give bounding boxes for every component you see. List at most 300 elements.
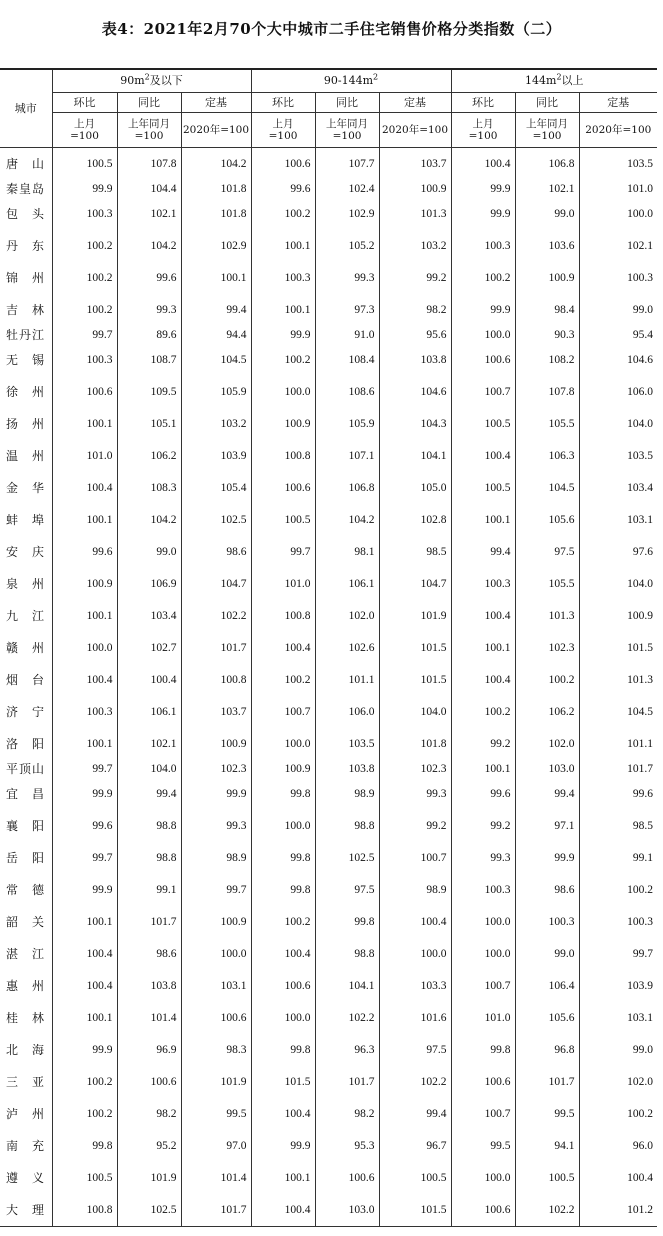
index-value: 100.7 xyxy=(451,970,515,1002)
group-superscript: 2 xyxy=(373,72,379,82)
price-index-table xyxy=(0,68,657,1227)
index-value: 105.1 xyxy=(117,408,181,440)
index-value: 100.6 xyxy=(251,148,315,181)
index-value: 104.1 xyxy=(379,440,451,472)
base-period-top: 2020年=100 xyxy=(585,124,652,136)
index-value: 104.2 xyxy=(117,230,181,262)
sub-column-header: 同比 xyxy=(515,93,579,113)
index-value: 100.2 xyxy=(627,1108,654,1120)
index-value: 104.0 xyxy=(627,418,654,430)
index-value: 99.5 xyxy=(181,1098,251,1130)
index-value: 94.1 xyxy=(515,1130,579,1162)
index-value: 103.2 xyxy=(379,230,451,262)
index-value: 99.9 xyxy=(251,1130,315,1162)
index-value: 99.9 xyxy=(451,180,515,198)
index-value: 100.1 xyxy=(251,1162,315,1194)
table-row xyxy=(0,198,657,230)
index-value: 101.5 xyxy=(379,1194,451,1227)
table-row xyxy=(0,230,657,262)
index-value: 104.5 xyxy=(627,706,654,718)
base-period-top: 上年同月 xyxy=(526,118,569,130)
index-value: 104.1 xyxy=(315,970,379,1002)
index-value: 100.3 xyxy=(52,198,117,230)
index-value: 101.3 xyxy=(379,198,451,230)
sub-column-header: 环比 xyxy=(52,93,117,113)
index-value: 102.1 xyxy=(117,728,181,760)
index-value: 108.7 xyxy=(117,344,181,376)
index-value: 100.0 xyxy=(251,810,315,842)
index-value: 99.0 xyxy=(515,198,579,230)
index-value: 99.9 xyxy=(52,778,117,810)
index-value: 99.3 xyxy=(315,262,379,294)
city-name: 金 华 xyxy=(0,472,52,504)
index-value: 103.9 xyxy=(627,980,654,992)
index-value: 99.2 xyxy=(451,728,515,760)
index-value: 100.2 xyxy=(52,230,117,262)
index-value: 101.7 xyxy=(315,1066,379,1098)
index-value: 100.4 xyxy=(52,938,117,970)
index-value: 106.0 xyxy=(627,386,654,398)
index-value: 98.8 xyxy=(117,842,181,874)
index-value: 101.7 xyxy=(515,1066,579,1098)
index-value: 102.0 xyxy=(627,1076,654,1088)
base-period-bottom: =100 xyxy=(134,130,164,142)
table-row xyxy=(0,696,657,728)
city-name: 北 海 xyxy=(0,1034,52,1066)
index-value: 100.3 xyxy=(627,272,654,284)
index-value: 100.6 xyxy=(181,1002,251,1034)
index-value: 104.0 xyxy=(627,578,654,590)
index-value: 99.9 xyxy=(181,778,251,810)
index-value: 100.2 xyxy=(251,344,315,376)
index-value: 105.4 xyxy=(181,472,251,504)
index-value: 104.5 xyxy=(515,472,579,504)
index-value: 100.5 xyxy=(52,148,117,181)
city-name: 常 德 xyxy=(0,874,52,906)
index-value: 103.1 xyxy=(627,1012,654,1024)
index-value: 99.8 xyxy=(52,1130,117,1162)
index-value: 101.5 xyxy=(627,642,654,654)
index-value: 100.3 xyxy=(52,696,117,728)
index-value: 103.0 xyxy=(515,760,579,778)
index-value: 101.4 xyxy=(181,1162,251,1194)
index-value: 104.7 xyxy=(379,568,451,600)
index-value: 102.5 xyxy=(181,504,251,536)
city-name: 丹 东 xyxy=(0,230,52,262)
index-value: 100.1 xyxy=(451,632,515,664)
index-value: 100.3 xyxy=(451,874,515,906)
index-value: 100.1 xyxy=(451,760,515,778)
index-value: 100.7 xyxy=(451,376,515,408)
index-value: 103.7 xyxy=(181,696,251,728)
table-row xyxy=(0,326,657,344)
index-value: 99.6 xyxy=(251,180,315,198)
index-value: 102.9 xyxy=(181,230,251,262)
index-value: 101.0 xyxy=(251,568,315,600)
index-value: 103.6 xyxy=(515,230,579,262)
base-period-header xyxy=(117,113,181,148)
city-name: 秦皇岛 xyxy=(0,180,52,198)
index-value: 100.8 xyxy=(251,440,315,472)
index-value: 102.8 xyxy=(379,504,451,536)
index-value: 99.9 xyxy=(451,294,515,326)
index-value: 97.1 xyxy=(515,810,579,842)
city-name: 桂 林 xyxy=(0,1002,52,1034)
index-value: 96.8 xyxy=(515,1034,579,1066)
index-value: 105.9 xyxy=(315,408,379,440)
index-value: 99.1 xyxy=(117,874,181,906)
index-value: 102.3 xyxy=(515,632,579,664)
index-value: 103.4 xyxy=(627,482,654,494)
index-value: 101.3 xyxy=(627,674,654,686)
index-value: 103.8 xyxy=(117,970,181,1002)
index-value: 104.6 xyxy=(379,376,451,408)
index-value: 100.9 xyxy=(181,728,251,760)
group-suffix: 及以下 xyxy=(149,74,183,87)
index-value: 98.8 xyxy=(117,810,181,842)
index-value: 100.2 xyxy=(251,906,315,938)
index-value: 100.2 xyxy=(515,664,579,696)
index-value: 95.6 xyxy=(379,326,451,344)
group-header xyxy=(451,69,657,93)
index-value: 100.0 xyxy=(251,376,315,408)
index-value: 99.3 xyxy=(379,778,451,810)
sub-column-header: 定基 xyxy=(579,93,657,113)
index-value: 100.6 xyxy=(451,344,515,376)
city-name: 锦 州 xyxy=(0,262,52,294)
index-value: 106.4 xyxy=(515,970,579,1002)
table-body xyxy=(0,148,657,1227)
index-value: 103.5 xyxy=(627,158,654,170)
index-value: 100.8 xyxy=(52,1194,117,1227)
index-value: 99.3 xyxy=(451,842,515,874)
table-title: 表4：2021年2月70个大中城市二手住宅销售价格分类指数（二） xyxy=(101,20,562,38)
table-row xyxy=(0,842,657,874)
index-value: 99.8 xyxy=(251,842,315,874)
table-row xyxy=(0,970,657,1002)
index-value: 104.7 xyxy=(181,568,251,600)
index-value: 100.0 xyxy=(181,938,251,970)
base-period-top: 上月 xyxy=(472,118,494,130)
index-value: 101.7 xyxy=(181,1194,251,1227)
index-value: 99.5 xyxy=(515,1098,579,1130)
city-name: 岳 阳 xyxy=(0,842,52,874)
index-value: 99.6 xyxy=(117,262,181,294)
city-name: 济 宁 xyxy=(0,696,52,728)
index-value: 99.0 xyxy=(632,1044,654,1056)
index-value: 98.6 xyxy=(117,938,181,970)
index-value: 100.6 xyxy=(251,472,315,504)
index-value: 103.4 xyxy=(117,600,181,632)
sub-column-header: 环比 xyxy=(251,93,315,113)
index-value: 104.0 xyxy=(379,696,451,728)
index-value: 99.2 xyxy=(379,262,451,294)
index-value: 100.0 xyxy=(451,326,515,344)
index-value: 102.4 xyxy=(315,180,379,198)
index-value: 100.0 xyxy=(451,938,515,970)
base-period-top: 上年同月 xyxy=(326,118,369,130)
index-value: 91.0 xyxy=(315,326,379,344)
table-row xyxy=(0,600,657,632)
index-value: 101.9 xyxy=(117,1162,181,1194)
index-value: 100.9 xyxy=(627,610,654,622)
index-value: 100.2 xyxy=(251,664,315,696)
index-value: 102.5 xyxy=(117,1194,181,1227)
group-label: 90-144m xyxy=(323,74,374,87)
index-value: 101.0 xyxy=(451,1002,515,1034)
index-value: 100.4 xyxy=(251,632,315,664)
base-period-bottom: =100 xyxy=(268,130,298,142)
index-value: 97.5 xyxy=(315,874,379,906)
index-value: 100.0 xyxy=(451,906,515,938)
index-value: 103.1 xyxy=(181,970,251,1002)
index-value: 100.2 xyxy=(52,294,117,326)
index-value: 100.0 xyxy=(379,938,451,970)
index-value: 99.3 xyxy=(117,294,181,326)
index-value: 100.1 xyxy=(251,294,315,326)
table-row xyxy=(0,1162,657,1194)
city-name: 南 充 xyxy=(0,1130,52,1162)
index-value: 100.3 xyxy=(451,230,515,262)
group-header xyxy=(251,69,451,93)
index-value: 99.6 xyxy=(451,778,515,810)
index-value: 108.4 xyxy=(315,344,379,376)
index-value: 100.4 xyxy=(379,906,451,938)
index-value: 100.3 xyxy=(52,344,117,376)
index-value: 100.1 xyxy=(52,728,117,760)
index-value: 102.3 xyxy=(379,760,451,778)
index-value: 100.9 xyxy=(52,568,117,600)
table-row xyxy=(0,504,657,536)
index-value: 98.4 xyxy=(515,294,579,326)
index-value: 101.7 xyxy=(181,632,251,664)
index-value: 99.9 xyxy=(52,874,117,906)
index-value: 99.7 xyxy=(251,536,315,568)
table-row xyxy=(0,632,657,664)
index-value: 100.5 xyxy=(451,472,515,504)
index-value: 98.9 xyxy=(181,842,251,874)
index-value: 101.7 xyxy=(627,763,654,775)
index-value: 100.9 xyxy=(251,760,315,778)
index-value: 105.2 xyxy=(315,230,379,262)
table-row xyxy=(0,440,657,472)
city-name: 吉 林 xyxy=(0,294,52,326)
table-row xyxy=(0,1066,657,1098)
index-value: 100.6 xyxy=(251,970,315,1002)
index-value: 95.3 xyxy=(315,1130,379,1162)
index-value: 102.9 xyxy=(315,198,379,230)
index-value: 101.2 xyxy=(579,1194,657,1227)
index-value: 100.4 xyxy=(117,664,181,696)
index-value: 104.5 xyxy=(181,344,251,376)
index-value: 100.0 xyxy=(627,208,654,220)
base-period-header xyxy=(379,113,451,148)
table-row xyxy=(0,408,657,440)
city-name: 无 锡 xyxy=(0,344,52,376)
index-value: 97.0 xyxy=(181,1130,251,1162)
table-row xyxy=(0,1130,657,1162)
index-value: 98.5 xyxy=(632,820,654,832)
index-value: 101.9 xyxy=(181,1066,251,1098)
index-value: 100.1 xyxy=(52,600,117,632)
index-value: 105.0 xyxy=(379,472,451,504)
index-value: 103.5 xyxy=(315,728,379,760)
index-value: 101.3 xyxy=(515,600,579,632)
index-value: 106.3 xyxy=(515,440,579,472)
city-name: 韶 关 xyxy=(0,906,52,938)
city-name: 遵 义 xyxy=(0,1162,52,1194)
index-value: 100.6 xyxy=(315,1162,379,1194)
index-value: 100.4 xyxy=(52,664,117,696)
base-period-header xyxy=(451,113,515,148)
index-value: 96.7 xyxy=(379,1130,451,1162)
table-row xyxy=(0,344,657,376)
index-value: 106.0 xyxy=(315,696,379,728)
index-value: 102.3 xyxy=(181,760,251,778)
group-suffix: 以上 xyxy=(561,74,584,87)
table-row xyxy=(0,294,657,326)
index-value: 100.6 xyxy=(451,1194,515,1227)
index-value: 99.7 xyxy=(632,948,654,960)
index-value: 99.9 xyxy=(52,1034,117,1066)
index-value: 99.6 xyxy=(52,536,117,568)
index-value: 101.1 xyxy=(627,738,654,750)
index-value: 100.0 xyxy=(251,1002,315,1034)
table-row xyxy=(0,568,657,600)
city-name: 牡丹江 xyxy=(0,326,52,344)
index-value: 100.5 xyxy=(451,408,515,440)
city-name: 九 江 xyxy=(0,600,52,632)
index-value: 107.8 xyxy=(117,148,181,181)
index-value: 100.7 xyxy=(251,696,315,728)
index-value: 98.9 xyxy=(315,778,379,810)
index-value: 98.8 xyxy=(315,938,379,970)
index-value: 100.4 xyxy=(627,1172,654,1184)
index-value: 100.5 xyxy=(52,1162,117,1194)
index-value: 99.6 xyxy=(632,788,654,800)
table-row xyxy=(0,938,657,970)
index-value: 100.0 xyxy=(251,728,315,760)
index-value: 99.9 xyxy=(515,842,579,874)
city-name: 泸 州 xyxy=(0,1098,52,1130)
index-value: 105.5 xyxy=(515,408,579,440)
index-value: 95.2 xyxy=(117,1130,181,1162)
table-row xyxy=(0,728,657,760)
table-row xyxy=(0,148,657,181)
index-value: 108.6 xyxy=(315,376,379,408)
index-value: 99.8 xyxy=(315,906,379,938)
index-value: 100.3 xyxy=(451,568,515,600)
index-value: 100.3 xyxy=(251,262,315,294)
index-value: 99.7 xyxy=(52,326,117,344)
index-value: 100.3 xyxy=(627,916,654,928)
index-value: 100.9 xyxy=(181,906,251,938)
index-value: 100.4 xyxy=(451,148,515,181)
city-name: 赣 州 xyxy=(0,632,52,664)
index-value: 99.5 xyxy=(451,1130,515,1162)
index-value: 102.2 xyxy=(379,1066,451,1098)
index-value: 101.0 xyxy=(627,183,654,195)
sub-column-header: 同比 xyxy=(117,93,181,113)
index-value: 107.1 xyxy=(315,440,379,472)
city-name: 大 理 xyxy=(0,1194,52,1227)
index-value: 102.1 xyxy=(117,198,181,230)
index-value: 103.2 xyxy=(181,408,251,440)
index-value: 100.4 xyxy=(451,664,515,696)
city-name: 湛 江 xyxy=(0,938,52,970)
index-value: 103.0 xyxy=(315,1194,379,1227)
table-header xyxy=(0,69,657,148)
index-value: 102.2 xyxy=(181,600,251,632)
index-value: 100.4 xyxy=(451,600,515,632)
index-value: 98.9 xyxy=(379,874,451,906)
index-value: 106.9 xyxy=(117,568,181,600)
base-period-top: 上月 xyxy=(272,118,294,130)
index-value: 99.4 xyxy=(515,778,579,810)
sub-column-header: 环比 xyxy=(451,93,515,113)
base-period-header xyxy=(52,113,117,148)
table-row xyxy=(0,760,657,778)
base-period-bottom: =100 xyxy=(70,130,99,142)
index-value: 99.7 xyxy=(52,760,117,778)
index-value: 96.3 xyxy=(315,1034,379,1066)
index-value: 106.1 xyxy=(315,568,379,600)
index-value: 100.2 xyxy=(52,1098,117,1130)
index-value: 99.0 xyxy=(632,304,654,316)
index-value: 99.7 xyxy=(52,842,117,874)
index-value: 104.2 xyxy=(315,504,379,536)
index-value: 104.0 xyxy=(117,760,181,778)
group-header xyxy=(52,69,251,93)
base-period-top: 上年同月 xyxy=(128,118,170,130)
index-value: 106.8 xyxy=(315,472,379,504)
index-value: 102.0 xyxy=(315,600,379,632)
index-value: 100.2 xyxy=(451,262,515,294)
index-value: 99.8 xyxy=(251,778,315,810)
index-value: 97.3 xyxy=(315,294,379,326)
index-value: 99.4 xyxy=(181,294,251,326)
index-value: 99.8 xyxy=(451,1034,515,1066)
base-period-header xyxy=(251,113,315,148)
table-row xyxy=(0,1098,657,1130)
base-period-header xyxy=(579,113,657,148)
table-row xyxy=(0,874,657,906)
index-value: 103.1 xyxy=(627,514,654,526)
index-value: 100.6 xyxy=(117,1066,181,1098)
index-value: 98.1 xyxy=(315,536,379,568)
index-value: 106.2 xyxy=(515,696,579,728)
base-period-top: 上月 xyxy=(74,118,95,130)
index-value: 108.2 xyxy=(515,344,579,376)
index-value: 100.0 xyxy=(451,1162,515,1194)
index-value: 102.2 xyxy=(515,1194,579,1227)
table-row xyxy=(0,906,657,938)
index-value: 95.4 xyxy=(632,329,654,341)
index-value: 99.0 xyxy=(117,536,181,568)
index-value: 100.8 xyxy=(251,600,315,632)
table-row xyxy=(0,810,657,842)
table-row xyxy=(0,376,657,408)
index-value: 99.9 xyxy=(52,180,117,198)
index-value: 103.8 xyxy=(379,344,451,376)
index-value: 100.7 xyxy=(379,842,451,874)
index-value: 98.2 xyxy=(315,1098,379,1130)
city-name: 烟 台 xyxy=(0,664,52,696)
index-value: 106.2 xyxy=(117,440,181,472)
group-label: 90m xyxy=(120,74,145,87)
index-value: 100.4 xyxy=(52,472,117,504)
sub-column-header: 定基 xyxy=(379,93,451,113)
